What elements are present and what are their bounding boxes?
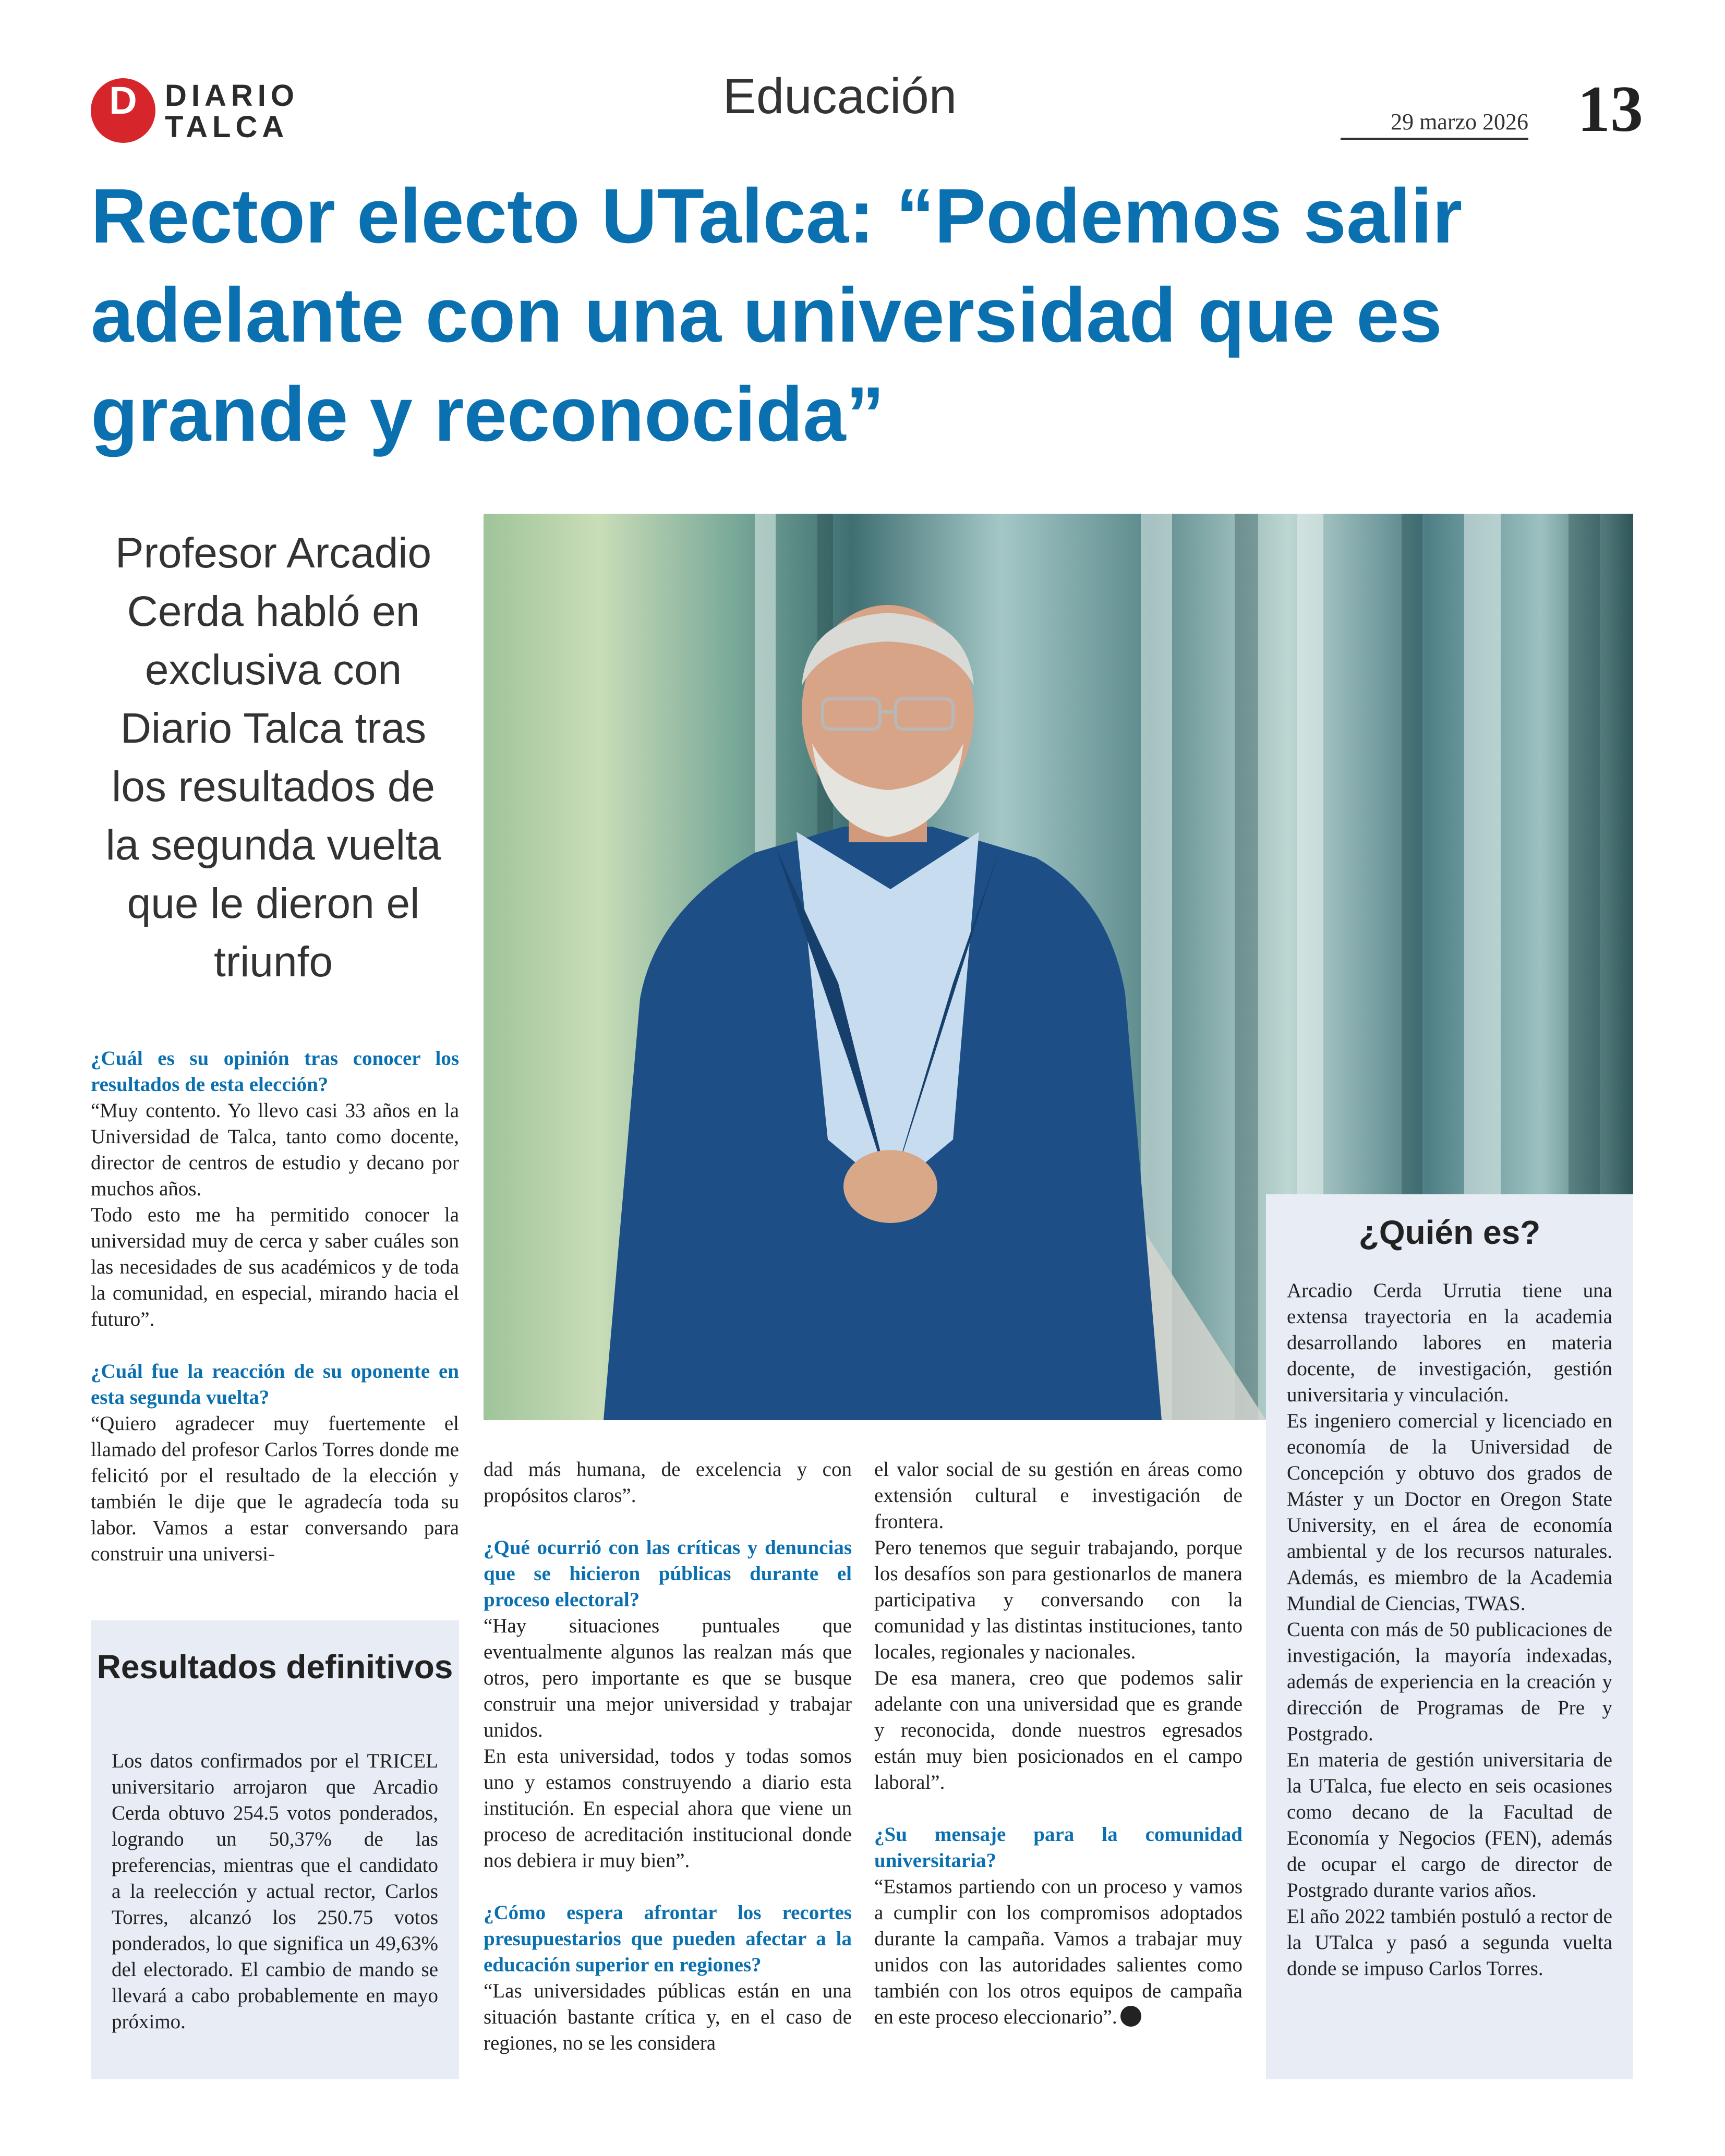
answer-4-part-2: el valor social de su gestión en áreas como extensión cultural e investigación de frontera. xyxy=(874,1458,1243,1533)
question-2: ¿Cuál fue la reacción de su oponente en esta segunda vuelta? xyxy=(91,1360,459,1409)
question-5: ¿Su mensaje para la comunidad universitaria? xyxy=(874,1823,1243,1872)
masthead-logo-text xyxy=(165,80,299,143)
profile-paragraph-1: Arcadio Cerda Urrutia tiene una extensa trayectoria en la academia desarrollando labores en materia docente, de investigación, gestión universitaria y vinculación. xyxy=(1287,1279,1612,1406)
profile-paragraph-3: Cuenta con más de 50 publicaciones de investigación, la mayoría indexadas, además de experiencia en la creación y dirección de Programas de Pre y Postgrado. xyxy=(1287,1618,1612,1745)
page-number: 13 xyxy=(1577,73,1643,146)
answer-3-paragraph-2: En esta universidad, todos y todas somos uno y estamos construyendo a diario esta institución. En especial ahora que viene un proceso de acreditación institucional donde nos debiera ir muy bien”. xyxy=(484,1745,852,1872)
answer-5-container xyxy=(874,1874,1243,2030)
results-box-title: Resultados definitivos xyxy=(96,1648,453,1686)
answer-4-part-1: “Las universidades públicas están en una situación bastante crítica y, en el caso de regiones, no se les considera xyxy=(484,1980,852,2054)
results-box-text: Los datos confirmados por el TRICEL universitario arrojaron que Arcadio Cerda obtuvo 254.5 votos ponderados, logrando un 50,37% de las preferencias, mientras que el candidato a la reelección y actual rector, Carlos Torres, alcanzó los 250.75 votos ponderados, lo que significa un 49,63% del electorado. El cambio de mando se llevará a cabo probablemente en mayo próximo. xyxy=(112,1750,438,2033)
profile-paragraph-4: En materia de gestión universitaria de la UTalca, fue electo en seis ocasiones como decano de la Facultad de Economía y Negocios (FEN), además de ocupar el cargo de director de Postgrado durante varios años. xyxy=(1287,1749,1612,1901)
diario-talca-logo-icon: D xyxy=(91,78,155,143)
profile-sidebar-box xyxy=(1266,1194,1633,2079)
question-1: ¿Cuál es su opinión tras conocer los resultados de esta elección? xyxy=(91,1047,459,1096)
answer-1-paragraph-1: “Muy contento. Yo llevo casi 33 años en la Universidad de Talca, tanto como docente, director de centros de estudio y decano por muchos años. xyxy=(91,1099,459,1200)
article-column-3 xyxy=(874,1457,1243,2030)
answer-2-part-2: dad más humana, de excelencia y con propósitos claros”. xyxy=(484,1458,852,1507)
question-3: ¿Qué ocurrió con las críticas y denuncias que se hicieron públicas durante el proceso electoral? xyxy=(484,1536,852,1611)
question-4: ¿Cómo espera afrontar los recortes presupuestarios que pueden afectar a la educación superior en regiones? xyxy=(484,1901,852,1976)
end-of-article-icon xyxy=(1120,2006,1141,2027)
article-column-1 xyxy=(91,1046,459,1567)
logo-line-2: TALCA xyxy=(165,110,289,144)
article-lead: Profesor Arcadio Cerda habló en exclusiva con Diario Talca tras los resultados de la segunda vuelta que le dieron el triunfo xyxy=(105,529,441,986)
section-title: Educación xyxy=(722,68,957,124)
profile-paragraph-5: El año 2022 también postuló a rector de la UTalca y pasó a segunda vuelta donde se impuso Carlos Torres. xyxy=(1287,1905,1612,1980)
issue-date: 29 marzo 2026 xyxy=(1391,109,1528,135)
answer-3-paragraph-1: “Hay situaciones puntuales que eventualmente algunos las realzan más que otros, pero importante es que se busque construir una mejor universidad y trabajar unidos. xyxy=(484,1615,852,1741)
answer-2-part-1: “Quiero agradecer muy fuertemente el llamado del profesor Carlos Torres donde me felicitó por el resultado de la elección y también le dije que le agradecía toda su labor. Vamos a estar conversando para construir una universi- xyxy=(91,1412,459,1565)
answer-1-paragraph-2: Todo esto me ha permitido conocer la universidad muy de cerca y saber cuáles son las necesidades de sus académicos y de toda la comunidad, en especial, mirando hacia el futuro”. xyxy=(91,1204,459,1330)
results-sidebar-box xyxy=(91,1620,459,2079)
date-underline xyxy=(1341,138,1528,140)
answer-4-paragraph-3: De esa manera, creo que podemos salir adelante con una universidad que es grande y reconocida, donde nuestros egresados están muy bien posicionados en el campo laboral”. xyxy=(874,1667,1243,1794)
logo-line-1: DIARIO xyxy=(165,79,299,113)
answer-5: “Estamos partiendo con un proceso y vamos a cumplir con los compromisos adoptados durante la campaña. Vamos a trabajar muy unidos con las autoridades salientes como también con los otros equipos de campaña en este proceso eleccionario”. xyxy=(874,1875,1243,2028)
profile-box-title: ¿Quién es? xyxy=(1358,1214,1541,1251)
article-headline: Rector electo UTalca: “Podemos salir adelante con una universidad que es grande y reconocida” xyxy=(91,173,1463,457)
profile-paragraph-2: Es ingeniero comercial y licenciado en economía de la Universidad de Concepción y obtuvo dos grados de Máster y un Doctor en Oregon State University, en el área de economía ambiental y de los recursos naturales. Además, es miembro de la Academia Mundial de Ciencias, TWAS. xyxy=(1287,1410,1612,1615)
answer-4-paragraph-2: Pero tenemos que seguir trabajando, porque los desafíos son para gestionarlos de manera participativa y conversando con la comunidad y las distintas instituciones, tanto locales, regionales y nacionales. xyxy=(874,1536,1243,1663)
article-column-2 xyxy=(484,1457,852,2056)
